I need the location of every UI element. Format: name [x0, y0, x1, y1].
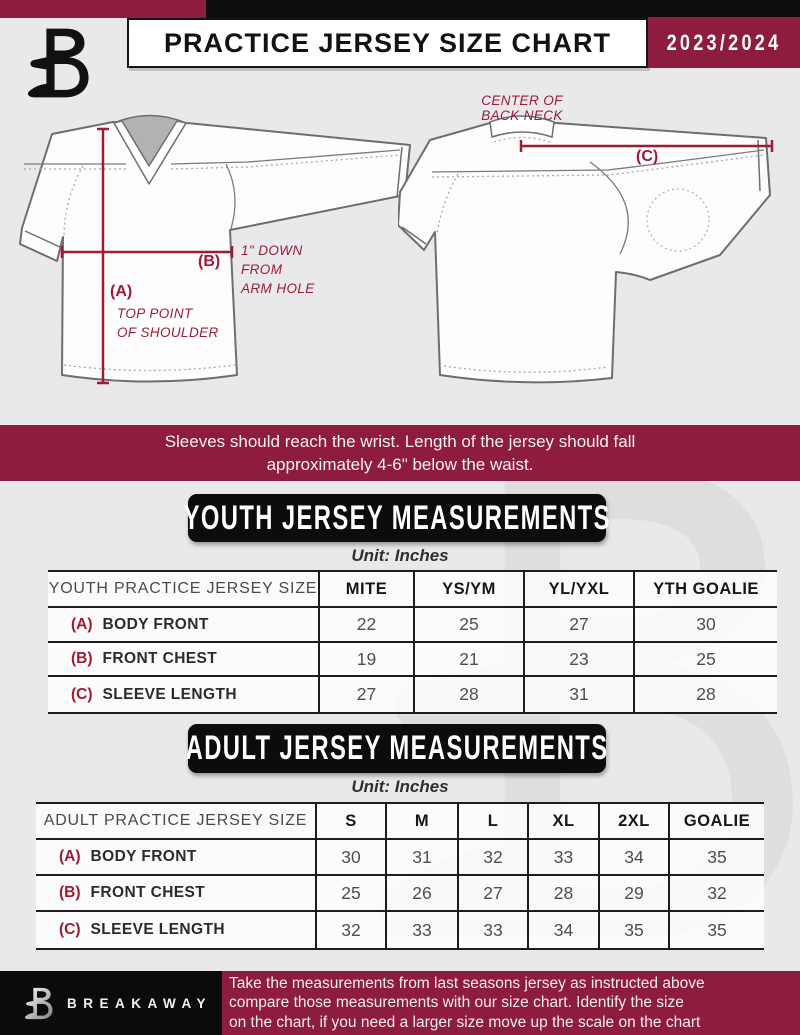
- breakaway-b-logo-footer: [24, 986, 55, 1020]
- adult-cell: 30: [315, 840, 385, 876]
- youth-col-header: YL/YXL: [523, 572, 633, 608]
- adult-cell: 26: [385, 876, 457, 912]
- adult-cell: 32: [315, 912, 385, 948]
- top-accent-strip: [0, 0, 800, 18]
- adult-cell: 32: [457, 840, 527, 876]
- adult-unit-label: Unit: Inches: [351, 777, 449, 796]
- youth-col-header: YS/YM: [413, 572, 523, 608]
- fit-notice-banner: [0, 425, 800, 481]
- youth-row-label: (C) SLEEVE LENGTH: [48, 677, 318, 712]
- adult-cell: 32: [668, 876, 764, 912]
- youth-cell: 28: [413, 677, 523, 712]
- youth-cell: 31: [523, 677, 633, 712]
- measure-a-tag: (A): [110, 283, 133, 300]
- fit-notice-line-2: approximately 4-6" below the waist.: [266, 455, 534, 474]
- youth-size-table: [48, 570, 777, 714]
- adult-cell: 33: [457, 912, 527, 948]
- back-jersey-diagram: [398, 92, 794, 392]
- adult-cell: 27: [457, 876, 527, 912]
- adult-col-header: L: [457, 804, 527, 840]
- measure-c-tag: (C): [636, 148, 659, 165]
- youth-cell: 23: [523, 643, 633, 677]
- adult-table-size-header: ADULT PRACTICE JERSEY SIZE: [36, 804, 315, 840]
- adult-cell: 35: [668, 912, 764, 948]
- season-text: 2023/2024: [666, 29, 782, 55]
- youth-cell: 21: [413, 643, 523, 677]
- measure-b-caption: 1" DOWN FROM ARM HOLE: [241, 243, 315, 296]
- youth-cell: 25: [413, 608, 523, 643]
- adult-row-label: (A) BODY FRONT: [36, 840, 315, 876]
- youth-col-header: YTH GOALIE: [633, 572, 777, 608]
- youth-table-size-header: YOUTH PRACTICE JERSEY SIZE: [48, 572, 318, 608]
- youth-section-heading: YOUTH JERSEY MEASUREMENTS: [188, 494, 606, 542]
- adult-col-header: M: [385, 804, 457, 840]
- youth-cell: 22: [318, 608, 413, 643]
- adult-row-label: (B) FRONT CHEST: [36, 876, 315, 912]
- adult-size-table: [36, 802, 764, 950]
- adult-col-header: S: [315, 804, 385, 840]
- youth-col-header: MITE: [318, 572, 413, 608]
- youth-cell: 25: [633, 643, 777, 677]
- measure-a-caption: TOP POINT OF SHOULDER: [117, 306, 219, 340]
- back-neck-caption: CENTER OF BACK NECK: [481, 93, 563, 123]
- youth-cell: 28: [633, 677, 777, 712]
- fit-notice-line-1: Sleeves should reach the wrist. Length of the jersey should fall: [164, 432, 636, 451]
- page-title: [127, 18, 648, 68]
- adult-cell: 25: [315, 876, 385, 912]
- adult-cell: 35: [598, 912, 668, 948]
- youth-cell: 30: [633, 608, 777, 643]
- adult-col-header: XL: [527, 804, 598, 840]
- adult-cell: 29: [598, 876, 668, 912]
- adult-cell: 34: [598, 840, 668, 876]
- adult-row-label: (C) SLEEVE LENGTH: [36, 912, 315, 948]
- season-badge: [648, 17, 800, 68]
- adult-cell: 35: [668, 840, 764, 876]
- footer-instructions-line-1: Take the measurements from last seasons jersey as instructed above: [229, 974, 705, 992]
- youth-cell: 27: [523, 608, 633, 643]
- adult-section-heading: ADULT JERSEY MEASUREMENTS: [188, 724, 606, 773]
- breakaway-b-logo: [26, 24, 94, 100]
- footer-brand-name: BREAKAWAY: [67, 995, 213, 1011]
- adult-col-header: 2XL: [598, 804, 668, 840]
- youth-row-label: (B) FRONT CHEST: [48, 643, 318, 677]
- youth-row-label: (A) BODY FRONT: [48, 608, 318, 643]
- youth-cell: 27: [318, 677, 413, 712]
- youth-unit-label: Unit: Inches: [351, 546, 449, 565]
- adult-col-header: GOALIE: [668, 804, 764, 840]
- youth-cell: 19: [318, 643, 413, 677]
- footer-brand-block: [0, 971, 222, 1035]
- adult-cell: 33: [385, 912, 457, 948]
- adult-cell: 33: [527, 840, 598, 876]
- page-title-text: PRACTICE JERSEY SIZE CHART: [163, 27, 612, 58]
- adult-cell: 31: [385, 840, 457, 876]
- footer-instructions-line-2: compare those measurements with our size chart. Identify the size: [229, 994, 684, 1012]
- adult-cell: 28: [527, 876, 598, 912]
- adult-cell: 34: [527, 912, 598, 948]
- footer-instructions-line-3: on the chart, if you need a larger size move up the scale on the chart: [229, 1013, 701, 1031]
- footer-instructions: [222, 971, 800, 1035]
- measure-b-tag: (B): [198, 253, 221, 270]
